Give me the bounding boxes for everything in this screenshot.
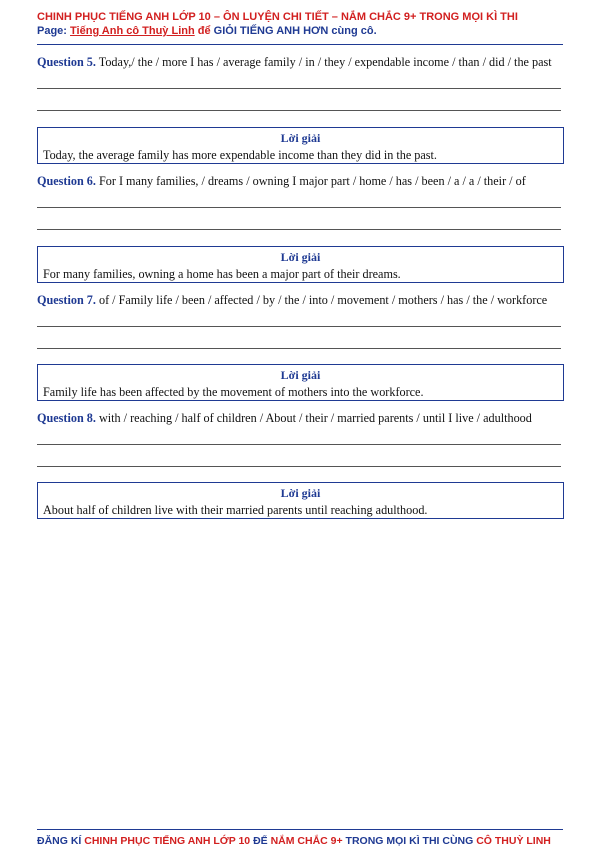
header-title: CHINH PHỤC TIẾNG ANH LỚP 10 – ÔN LUYỆN CHI TIẾT – NẮM CHẮC 9+ TRONG MỌI KÌ THI	[37, 11, 518, 23]
solution-box	[37, 246, 564, 283]
solution-box	[37, 127, 564, 164]
solution-text: About half of children live with their married parents until reaching adulthood.	[43, 503, 428, 517]
question-prompt: For I many families, / dreams / owning I major part / home / has / been / a / a / their / of	[95, 174, 526, 188]
page-header	[37, 10, 563, 38]
page-rest: GIỎI TIẾNG ANH HƠN cùng cô.	[213, 25, 377, 37]
question-prompt: with / reaching / half of children / About / their / married parents / until I live / adulthood	[95, 411, 532, 425]
footer-part: CHINH PHỤC TIẾNG ANH LỚP 10	[84, 835, 254, 847]
answer-line[interactable]	[37, 110, 561, 111]
answer-line[interactable]	[37, 348, 561, 349]
question-prompt: of / Family life / been / affected / by / the / into / movement / mothers / has / the / workforce	[95, 293, 548, 307]
question-5	[37, 54, 567, 70]
question-label: Question 5.	[37, 55, 96, 69]
footer-part: ĐỂ	[253, 835, 271, 847]
page-label: Page:	[37, 25, 67, 37]
answer-line[interactable]	[37, 326, 561, 327]
question-6	[37, 173, 567, 189]
question-label: Question 7.	[37, 293, 96, 307]
solution-title: Lời giải	[280, 486, 321, 500]
footer-part: TRONG MỌI KÌ THI CÙNG	[345, 835, 477, 847]
footer-part: CÔ THUỲ LINH	[476, 835, 551, 847]
answer-line[interactable]	[37, 229, 561, 230]
page-footer	[37, 835, 563, 847]
header-divider	[37, 44, 563, 45]
footer-part: ĐĂNG KÍ	[37, 835, 85, 847]
footer-divider	[37, 829, 563, 830]
solution-title: Lời giải	[280, 368, 321, 382]
solution-box	[37, 482, 564, 519]
solution-text: Family life has been affected by the movement of mothers into the workforce.	[43, 385, 424, 399]
question-prompt: Today,/ the / more I has / average family / in / they / expendable income / than / did / the past	[95, 55, 552, 69]
header-page-line	[37, 24, 563, 38]
question-8	[37, 410, 567, 426]
answer-line[interactable]	[37, 207, 561, 208]
solution-text: For many families, owning a home has been a major part of their dreams.	[43, 267, 401, 281]
footer-part: NẮM CHẮC 9+	[270, 835, 346, 847]
question-label: Question 6.	[37, 174, 96, 188]
question-label: Question 8.	[37, 411, 96, 425]
answer-line[interactable]	[37, 88, 561, 89]
page-mid: để	[194, 25, 214, 37]
solution-text: Today, the average family has more expendable income than they did in the past.	[43, 148, 437, 162]
solution-title: Lời giải	[280, 250, 321, 264]
question-7	[37, 292, 567, 308]
solution-title: Lời giải	[280, 131, 321, 145]
answer-line[interactable]	[37, 466, 561, 467]
page-link[interactable]: Tiếng Anh cô Thuỳ Linh	[70, 25, 195, 37]
answer-line[interactable]	[37, 444, 561, 445]
solution-box	[37, 364, 564, 401]
